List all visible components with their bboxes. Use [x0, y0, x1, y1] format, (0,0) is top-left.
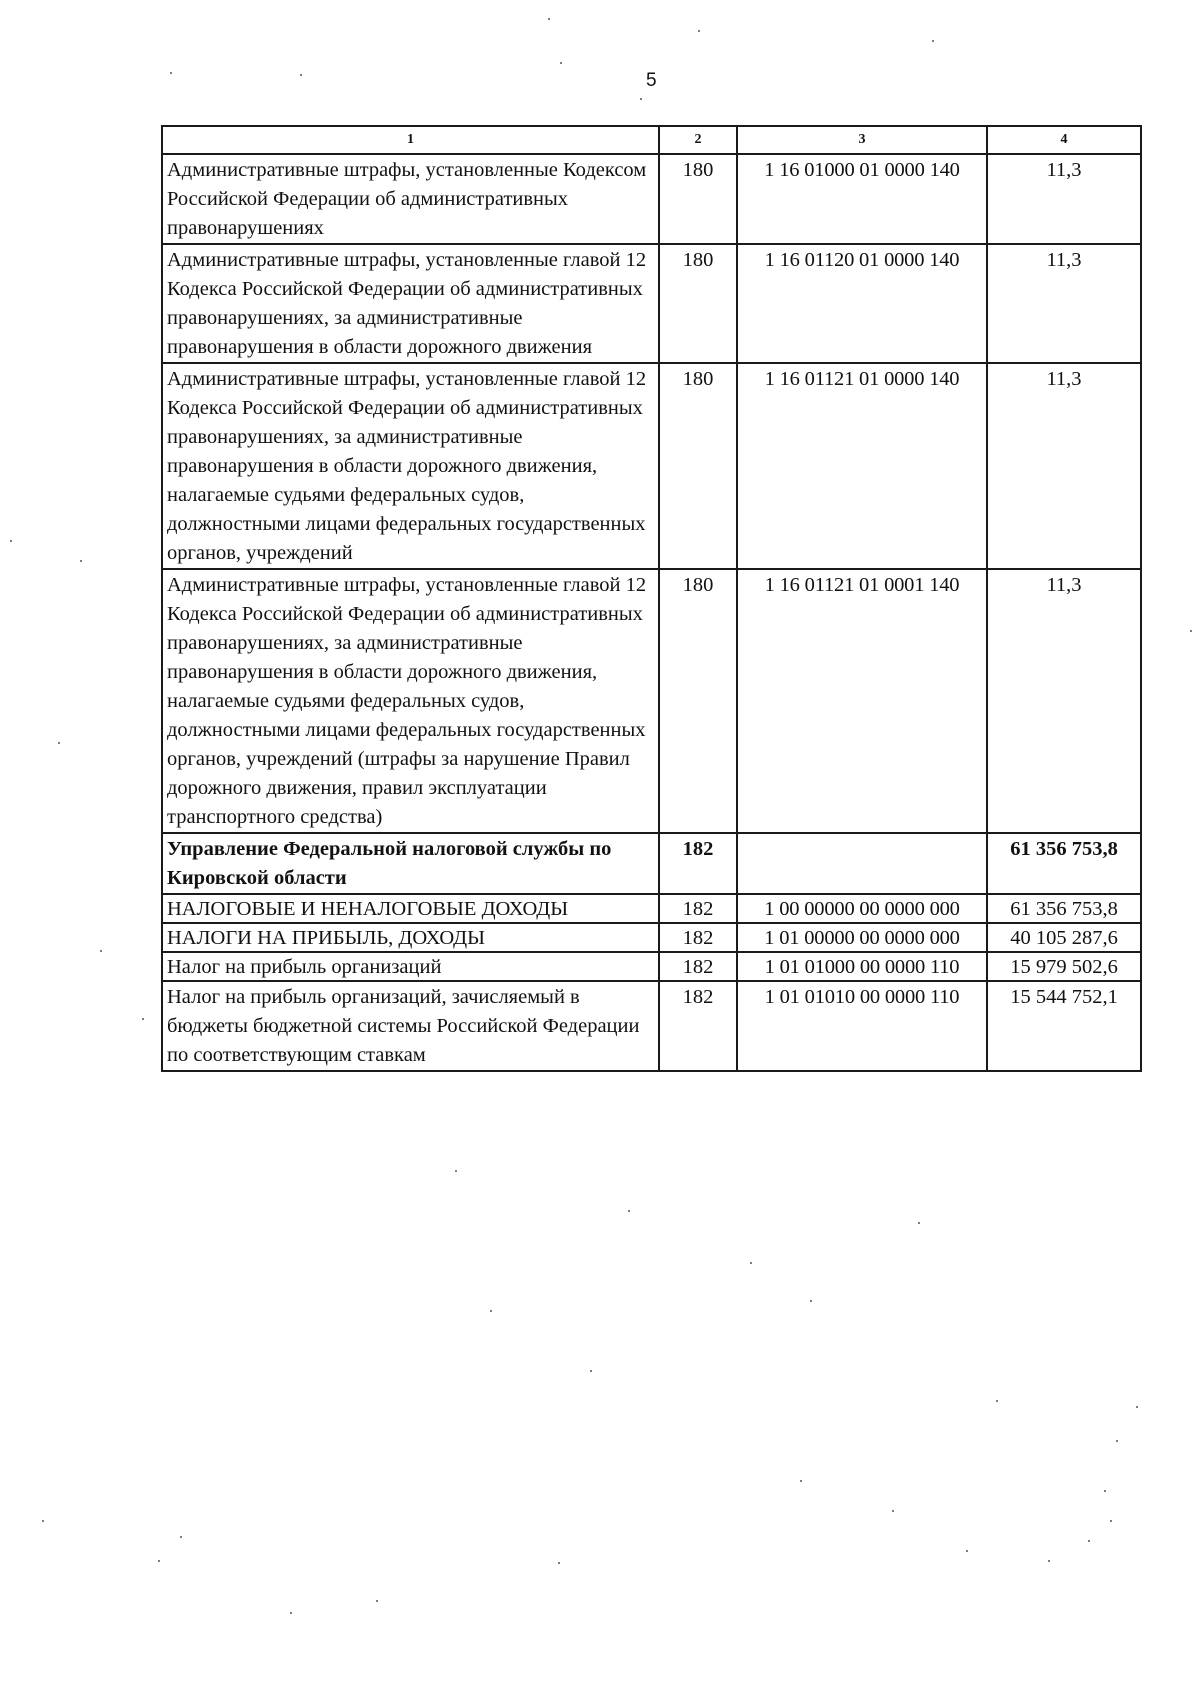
row-amount: 11,3 — [987, 363, 1141, 569]
scan-speck — [290, 1612, 292, 1614]
scan-speck — [1048, 1560, 1050, 1562]
scan-speck — [800, 1480, 802, 1482]
scan-speck — [918, 1222, 920, 1224]
table-row — [162, 154, 1141, 244]
scan-speck — [490, 1310, 492, 1312]
scan-speck — [548, 18, 550, 20]
row-admin-code: 180 — [659, 363, 737, 569]
table-row — [162, 923, 1141, 952]
row-name: Административные штрафы, установленные главой 12 Кодекса Российской Федерации об административных правонарушениях, за административные правонарушения в области дорожного движения — [162, 244, 659, 363]
row-amount: 40 105 287,6 — [987, 923, 1141, 952]
scan-speck — [58, 742, 60, 744]
row-amount: 15 544 752,1 — [987, 981, 1141, 1071]
table-row — [162, 363, 1141, 569]
scan-speck — [1104, 1490, 1106, 1492]
row-budget-code: 1 01 01000 00 0000 110 — [737, 952, 987, 981]
scan-speck — [1136, 1406, 1138, 1408]
row-amount: 11,3 — [987, 569, 1141, 833]
scan-speck — [590, 1370, 592, 1372]
scan-speck — [142, 1018, 144, 1020]
scan-speck — [750, 1262, 752, 1264]
scan-speck — [628, 1210, 630, 1212]
row-budget-code: 1 01 00000 00 0000 000 — [737, 923, 987, 952]
row-budget-code: 1 16 01121 01 0000 140 — [737, 363, 987, 569]
table-row — [162, 952, 1141, 981]
scan-speck — [892, 1510, 894, 1512]
scan-speck — [560, 62, 562, 64]
scan-speck — [100, 950, 102, 952]
row-amount: 15 979 502,6 — [987, 952, 1141, 981]
scan-speck — [1110, 1520, 1112, 1522]
scan-speck — [42, 1520, 44, 1522]
row-budget-code: 1 16 01121 01 0001 140 — [737, 569, 987, 833]
row-amount: 61 356 753,8 — [987, 894, 1141, 923]
scan-speck — [1088, 1540, 1090, 1542]
row-admin-code: 182 — [659, 833, 737, 894]
row-amount: 11,3 — [987, 244, 1141, 363]
scan-speck — [810, 1300, 812, 1302]
row-admin-code: 182 — [659, 923, 737, 952]
row-budget-code: 1 01 01010 00 0000 110 — [737, 981, 987, 1071]
table-row — [162, 569, 1141, 833]
row-budget-code — [737, 833, 987, 894]
table-row — [162, 981, 1141, 1071]
row-amount: 61 356 753,8 — [987, 833, 1141, 894]
scan-speck — [180, 1536, 182, 1538]
scan-speck — [1190, 630, 1192, 632]
scan-speck — [932, 40, 934, 42]
table-header-row — [162, 126, 1141, 154]
row-name: Налог на прибыль организаций — [162, 952, 659, 981]
scan-speck — [10, 540, 12, 542]
revenue-table — [161, 125, 1142, 1072]
row-budget-code: 1 00 00000 00 0000 000 — [737, 894, 987, 923]
row-budget-code: 1 16 01120 01 0000 140 — [737, 244, 987, 363]
column-header-2: 2 — [659, 126, 737, 154]
row-name: Налог на прибыль организаций, зачисляемый в бюджеты бюджетной системы Российской Федерации по соответствующим ставкам — [162, 981, 659, 1071]
row-admin-code: 180 — [659, 154, 737, 244]
column-header-4: 4 — [987, 126, 1141, 154]
scan-speck — [455, 1170, 457, 1172]
row-name: НАЛОГИ НА ПРИБЫЛЬ, ДОХОДЫ — [162, 923, 659, 952]
scan-speck — [698, 30, 700, 32]
row-admin-code: 182 — [659, 952, 737, 981]
scan-speck — [640, 98, 642, 100]
row-admin-code: 180 — [659, 569, 737, 833]
table-row-section-header — [162, 833, 1141, 894]
scan-speck — [300, 74, 302, 76]
row-name: Управление Федеральной налоговой службы по Кировской области — [162, 833, 659, 894]
row-budget-code: 1 16 01000 01 0000 140 — [737, 154, 987, 244]
row-admin-code: 182 — [659, 981, 737, 1071]
row-admin-code: 180 — [659, 244, 737, 363]
row-amount: 11,3 — [987, 154, 1141, 244]
column-header-3: 3 — [737, 126, 987, 154]
scan-speck — [558, 1562, 560, 1564]
scan-speck — [376, 1600, 378, 1602]
scan-speck — [80, 560, 82, 562]
row-name: Административные штрафы, установленные Кодексом Российской Федерации об административных правонарушениях — [162, 154, 659, 244]
scan-speck — [1116, 1440, 1118, 1442]
row-admin-code: 182 — [659, 894, 737, 923]
row-name: НАЛОГОВЫЕ И НЕНАЛОГОВЫЕ ДОХОДЫ — [162, 894, 659, 923]
row-name: Административные штрафы, установленные главой 12 Кодекса Российской Федерации об административных правонарушениях, за административные правонарушения в области дорожного движения, налагаемые судьями федеральных судов, должностными лицами федеральных государственных органов, учреждений — [162, 363, 659, 569]
scan-speck — [158, 1560, 160, 1562]
table-row — [162, 244, 1141, 363]
table-row — [162, 894, 1141, 923]
page-number: 5 — [646, 70, 657, 91]
column-header-1: 1 — [162, 126, 659, 154]
scan-speck — [170, 72, 172, 74]
scan-speck — [996, 1400, 998, 1402]
row-name: Административные штрафы, установленные главой 12 Кодекса Российской Федерации об административных правонарушениях, за административные правонарушения в области дорожного движения, налагаемые судьями федеральных судов, должностными лицами федеральных государственных органов, учреждений (штрафы за нарушение Правил дорожного движения, правил эксплуатации транспортного средства) — [162, 569, 659, 833]
scan-speck — [966, 1550, 968, 1552]
